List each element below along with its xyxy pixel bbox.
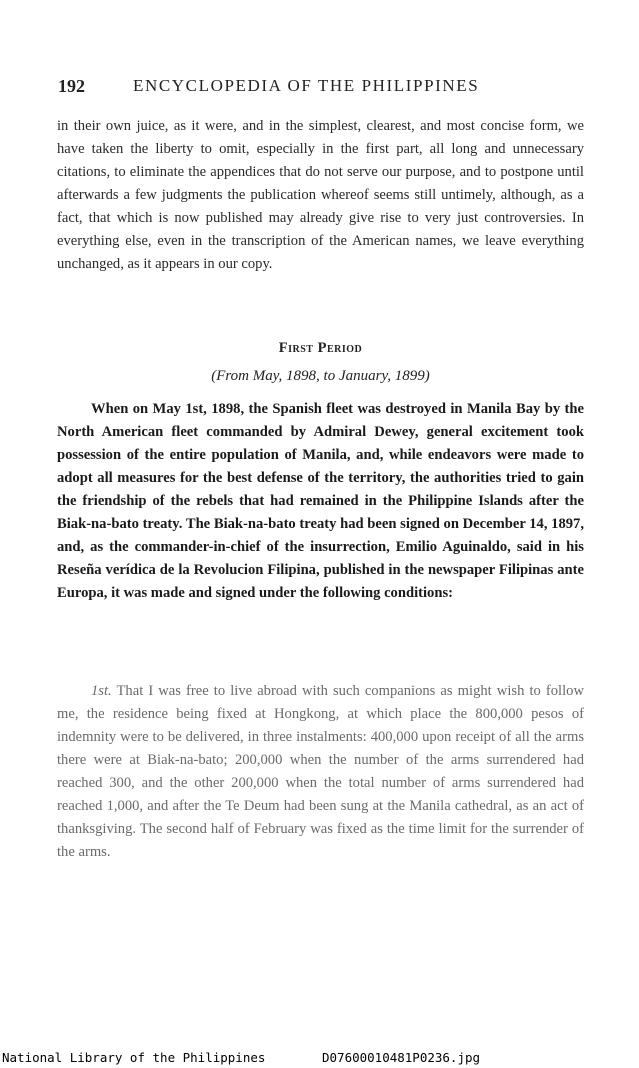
- main-paragraph: When on May 1st, 1898, the Spanish fleet was destroyed in Manila Bay by the North American fleet commanded by Admiral Dewey, general excitement took possession of the entire population of Manila, and, while endeavors were made to adopt all measures for the best defense of the territory, the authorities tried to gain the friendship of the rebels that had remained in the Philippine Islands after the Biak-na-bato treaty. The Biak-na-bato treaty had been signed on December 14, 1897, and, as the commander-in-chief of the insurrection, Emilio Aguinaldo, said in his Reseña verídica de la Revolucion Filipina, published in the newspaper Filipinas ante Europa, it was made and signed under the following conditions:: [57, 401, 584, 601]
- section-heading: First Period: [278, 340, 363, 356]
- intro-paragraph: in their own juice, as it were, and in the simplest, clearest, and most concise form, we have taken the liberty to omit, especially in the first part, all long and unnecessary citations, to eliminate the appendices that do not serve our purpose, and to postpone until afterwards a few judgments the publication whereof seems still untimely, although, as a fact, that which is now published may already give rise to very just controversies. In everything else, even in the transcription of the American names, we leave everything unchanged, as it appears in our copy.: [57, 118, 584, 272]
- condition-label: 1st.: [91, 683, 112, 699]
- condition-text: That I was free to live abroad with such companions as might wish to follow me, the residence being fixed at Hongkong, at which place the 800,000 pesos of indemnity were to be delivered, in three instalments: 400,000 upon receipt of all the arms there were at Biak-na-bato; 200,000 when the number of the arms surrendered had reached 300, and the other 200,000 when the total number of arms surrendered had reached 1,000, and after the Te Deum had been sung at the Manila cathedral, as an act of thanksgiving. The second half of February was fixed as the time limit for the surrender of the arms.: [57, 683, 584, 860]
- section-subheading: (From May, 1898, to January, 1899): [211, 368, 430, 384]
- book-title-header: ENCYCLOPEDIA OF THE PHILIPPINES: [133, 76, 480, 95]
- footer-library-name: National Library of the Philippines: [2, 1050, 266, 1065]
- page-number: 192: [58, 76, 85, 96]
- footer-filename: D07600010481P0236.jpg: [322, 1050, 481, 1065]
- running-head: [58, 76, 588, 104]
- scan-footer: [0, 1050, 639, 1068]
- condition-paragraph: [57, 680, 584, 864]
